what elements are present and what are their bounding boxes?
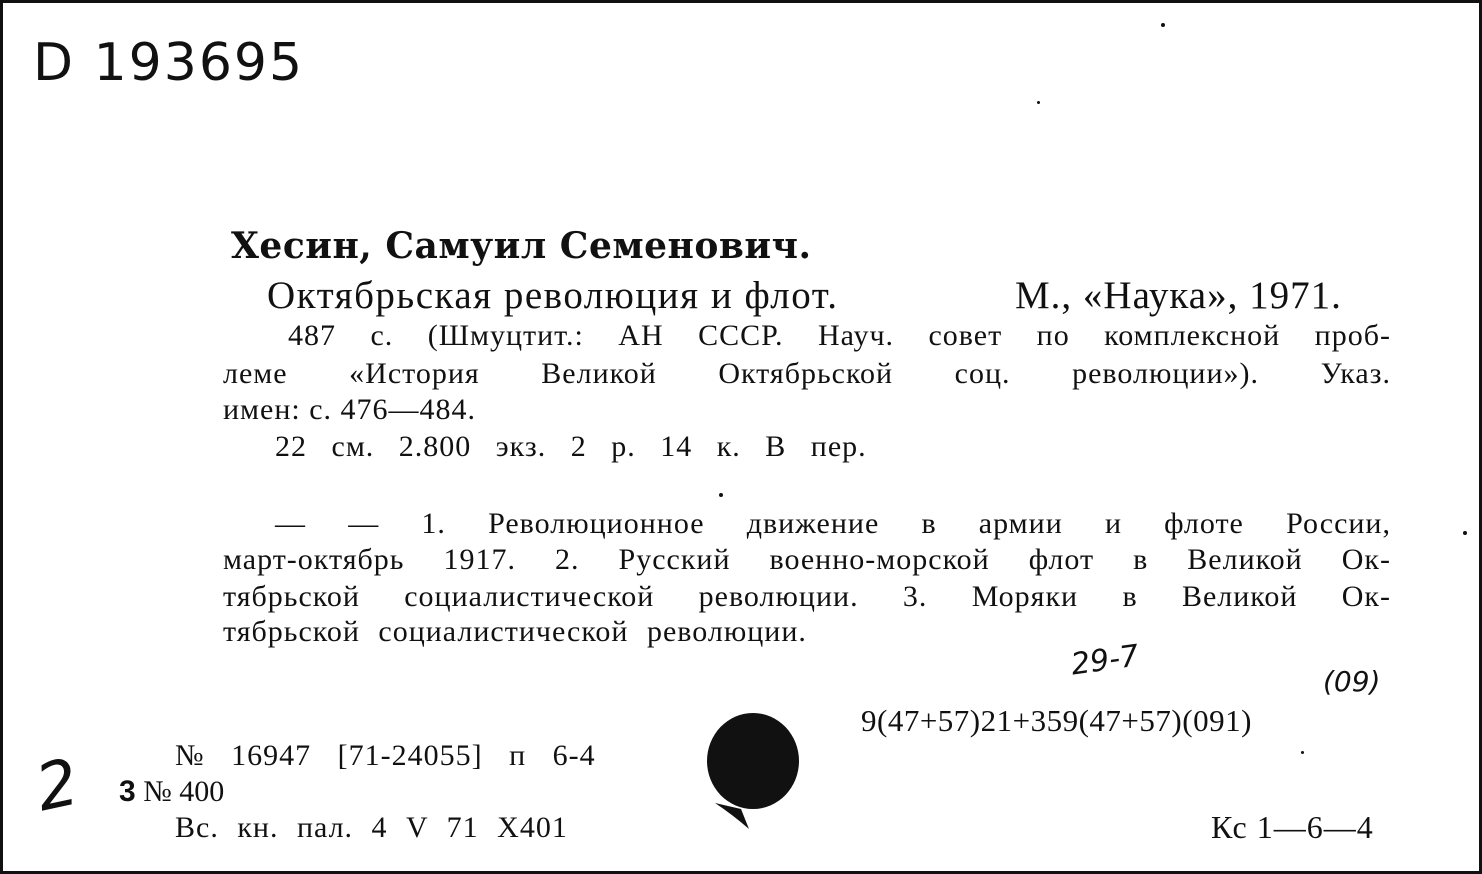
physical-description-line: 22 см. 2.800 экз. 2 р. 14 к. В пер. (275, 430, 867, 463)
subject-line: тябрьской социалистической революции. (223, 615, 807, 648)
physical-description-line: имен: с. 476—484. (223, 393, 477, 426)
book-title: Октябрьская революция и флот. (267, 274, 839, 317)
card-number: № 16947 [71-24055] п 6-4 (175, 739, 596, 772)
speck (719, 493, 723, 497)
speck (1037, 101, 1040, 104)
speck (1463, 531, 1467, 535)
subject-line: тябрьской социалистической революции. 3. Моряки в Великой Ок- (223, 580, 1391, 613)
physical-description-line: 487 с. (Шмуцтит.: АН СССР. Науч. совет по комплексной проб- (288, 319, 1391, 352)
order-number-value: № 400 (143, 775, 225, 808)
call-number: D 193695 (33, 33, 305, 93)
imprint: М., «Наука», 1971. (1015, 274, 1342, 317)
handwritten-classification: (09) (1323, 665, 1381, 698)
classification-index: 9(47+57)21+359(47+57)(091) (861, 703, 1252, 738)
speck (1161, 23, 1165, 27)
book-chamber-line: Вс. кн. пал. 4 V 71 Х401 (175, 811, 568, 844)
subject-line: — — 1. Революционное движение в армии и флоте России, (275, 507, 1391, 540)
handwritten-margin-mark: 2 (29, 745, 85, 827)
author-heading: Хесин, Самуил Семенович. (231, 225, 812, 267)
ks-code: Кс 1—6—4 (1211, 809, 1374, 845)
physical-description-line: леме «История Великой Октябрьской соц. революции»). Указ. (223, 357, 1391, 390)
speck (1301, 751, 1304, 754)
order-number-bold: 3 (119, 775, 136, 808)
subject-line: март-октябрь 1917. 2. Русский военно-морской флот в Великой Ок- (223, 543, 1391, 576)
handwritten-note: 29-7 (1068, 638, 1142, 683)
punch-hole-icon (3, 3, 1479, 871)
